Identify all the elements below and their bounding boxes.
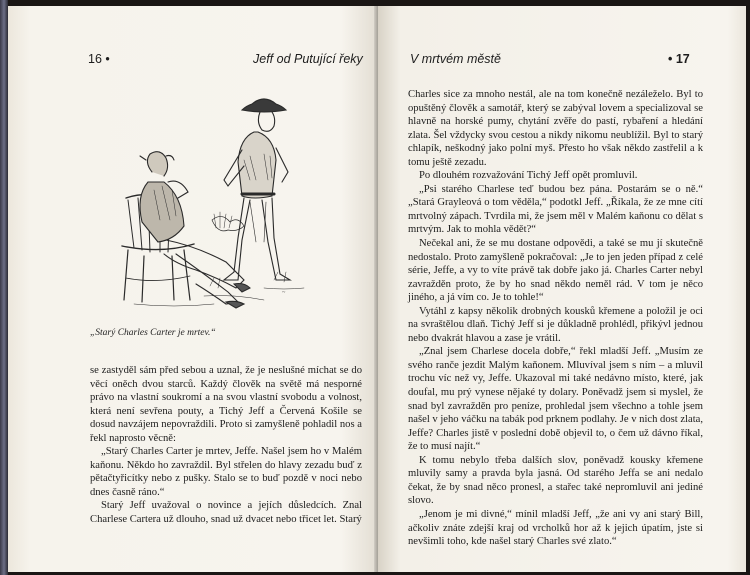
right-page (378, 6, 746, 572)
right-page-number: • 17 (668, 52, 690, 66)
paragraph: Po dlouhém rozvažování Tichý Jeff opět promluvil. (419, 170, 638, 182)
paragraph: „Psi starého Charlese teď budou bez pána. Postarám se o ně.“ „Stará Grayleová o tom věděla,“ podotkl Jeff. „Říkala, že ze mne cítí mrtvolný zápach. Tvrdila mi, že jsem měl v Malém kaňonu co dělat s mrtvým. Jak to mohla vědět?“ (408, 183, 703, 236)
paragraph: „Starý Charles Carter je mrtev, Jeffe. Našel jsem ho v Malém kaňonu. Někdo ho zavraždil. Byl střelen do hlavy zezadu buď z pětačtyřicítky nebo z pušky. Stalo se to buď pozdě v noci nebo dnes časně ráno.“ (90, 446, 362, 498)
right-running-head: V mrtvém městě (410, 52, 501, 66)
paragraph: se zastyděl sám před sebou a uznal, že je neslušné míchat se do věcí oněch dvou starců. Každý člověk na světě má nesporné právo na vlastní soukromí a na svou vlastní svobodu a volnost, která není sevřena pouty, a Tichý Jeff a Červená Košile se dosud navzájem nepovraždili. Proto si zamyšleně pohladil nos a řekl naprosto věcně: (90, 365, 362, 444)
left-body-text (90, 364, 362, 527)
book-spread (8, 6, 746, 572)
paragraph: „Znal jsem Charlese docela dobře,“ řekl mladší Jeff. „Musím ze svého ranče jezdit Malým kaňonem. Mluvíval jsem s ním – a mluvil trochu víc než vy, Jeffe. Ukazoval mi také nedávno místo, které, jak doufal, mu prý vynese nějaké ty dolary. Poněvadž jsem si myslel, že snad byl zavražděn pro peníze, prohledal jsem všechno a tohle jsem našel v jeho váčku na tabák pod prknem podlahy. Je v nich dost zlata, Jeffe? Charles jistě v poslední době objevil to, o čem už dávno říkal, že to musí najít.“ (408, 346, 703, 453)
book-edge (0, 0, 8, 575)
paragraph: K tomu nebylo třeba dalších slov, poněvadž kousky křemene mluvily samy a pravda byla jasná. Od starého Jeffa se ani nedalo čekat, že by snad něco pronesl, a stařec také nepromluvil ani jediné slovo. (408, 454, 703, 507)
paragraph: Starý Jeff uvažoval o novince a jejích důsledcích. Znal Charlese Cartera už dlouho, snad už dvacet nebo třicet let. Starý (90, 500, 362, 526)
paragraph: Vytáhl z kapsy několik drobných kousků křemene a položil je oci na svraštělou dlaň. Tichý Jeff si je důkladně prohlédl, přikývl jednou nebo dvakrát hlavou a zase je vrátil. (408, 305, 703, 344)
paragraph: Nečekal ani, že se mu dostane odpovědi, a také se mu jí skutečně nedostalo. Proto zamyšleně pokračoval: „Je to jen jeden případ z celé série, Jeffe, a vy to víte právě tak dobře jako já. Charles Carter nebyl zavražděn proto, že by ho snad někdo neměl rád. V tom je něco jiného, a já vím co. Je to tohle!“ (408, 238, 703, 304)
left-running-head: Jeff od Putující řeky (253, 52, 363, 66)
svg-text:~: ~ (282, 290, 286, 296)
paragraph: Charles sice za mnoho nestál, ale na tom konečně nezáleželo. Byl to opuštěný člověk a samotář, který se zabýval lovem a specializoval se hlavně na horské pumy, chytání zvěře do pastí, rybaření a hledání zlata. Šel vždycky svou cestou a nikdy nikomu neublížil. Byl to starý chlapík, neškodný jako polní myš. Přesto ho však někdo zastřelil a k tomu ještě zezadu. (408, 89, 703, 168)
right-body-text (408, 88, 703, 549)
illustration-two-cowboys (114, 90, 310, 316)
paragraph: „Jenom je mi divné,“ mínil mladší Jeff, „že ani vy ani starý Bill, ačkoliv znáte zdejší kraj od vrcholků hor až k jejich úpatím, jste si nevšimli toho, kde našel starý Charles své zlato.“ (408, 508, 703, 548)
left-page-number: 16 • (88, 52, 110, 66)
left-page (8, 6, 378, 572)
illustration-caption: „Starý Charles Carter je mrtev.“ (90, 328, 216, 338)
